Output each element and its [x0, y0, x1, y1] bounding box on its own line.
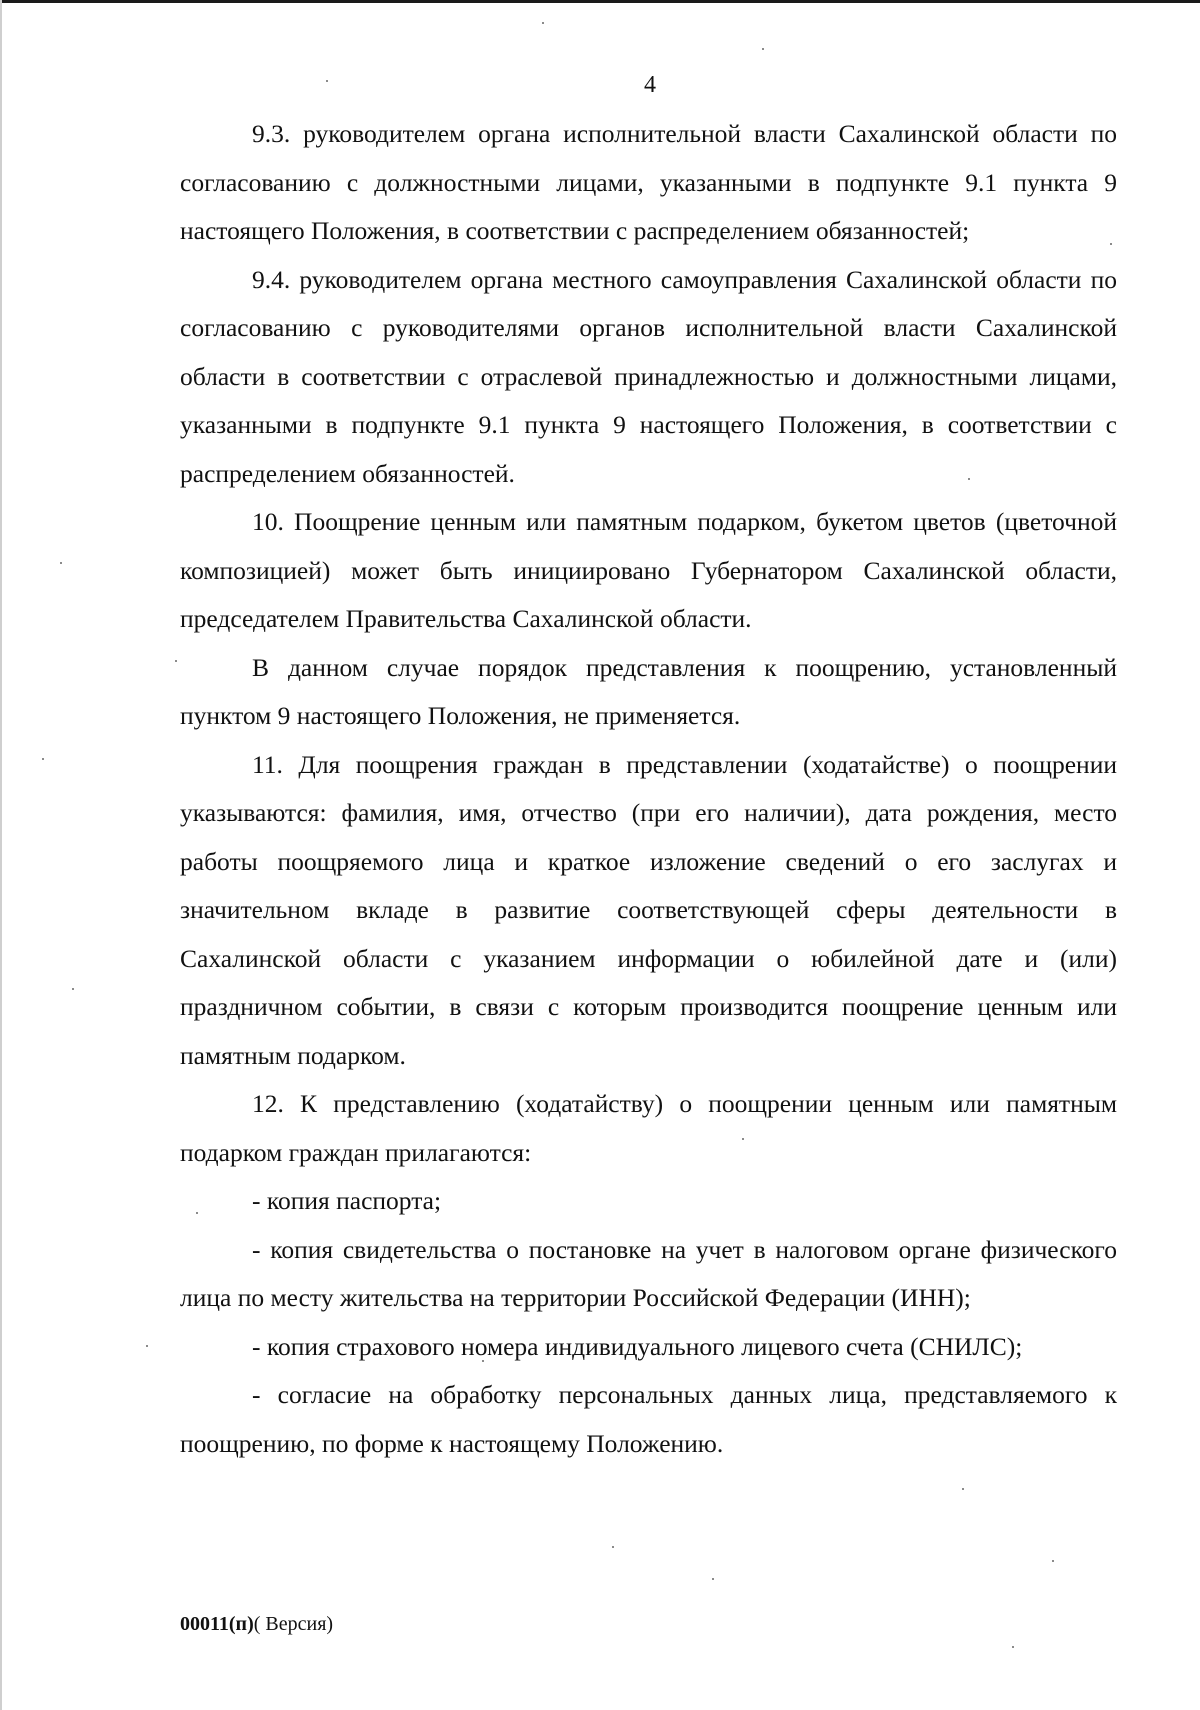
- list-item-inn: - копия свидетельства о постановке на учет в налоговом органе физического лица по месту жительства на территории Российской Федерации (ИНН);: [180, 1234, 1117, 1312]
- list-item-passport: - копия паспорта;: [252, 1186, 442, 1215]
- paragraph-10-note: В данном случае порядок представления к поощрению, установленный пунктом 9 настоящего Положения, не применяется.: [180, 652, 1117, 730]
- scan-speck: [42, 758, 44, 760]
- scan-speck: [612, 1546, 614, 1548]
- page-left-edge: [0, 0, 2, 1710]
- paragraph-12: 12. К представлению (ходатайству) о поощрении ценным или памятным подарком граждан прилагаются:: [180, 1089, 1117, 1167]
- scan-speck: [742, 1138, 744, 1140]
- list-item-snils: - копия страхового номера индивидуального лицевого счета (СНИЛС);: [252, 1331, 1023, 1361]
- scan-speck: [1052, 1560, 1054, 1562]
- scan-speck: [60, 562, 62, 564]
- paragraph-9-4: 9.4. руководителем органа местного самоуправления Сахалинской области по согласованию с руководителями органов исполнительной власти Сахалинской области в соответствии с отраслевой принадлежностью и должностными лицами, указанными в подпункте 9.1 пункта 9 настоящего Положения, в соответствии с распределением обязанностей.: [180, 264, 1117, 488]
- scan-speck: [968, 478, 970, 480]
- document-code: 00011(п): [180, 1613, 254, 1635]
- scan-speck: [175, 660, 177, 662]
- scan-speck: [196, 1212, 198, 1214]
- paragraph-11: 11. Для поощрения граждан в представлении (ходатайстве) о поощрении указываются: фамилия, имя, отчество (при его наличии), дата рождения, место работы поощряемого лица и краткое изложение сведений о его заслугах и значительном вкладе в развитие соответствующей сферы деятельности в Сахалинской области с указанием информации о юбилейной дате и (или) праздничном событии, в связи с которым производится поощрение ценным или памятным подарком.: [180, 749, 1117, 1070]
- scan-speck: [72, 988, 74, 990]
- page-number: 4: [644, 72, 656, 98]
- scan-speck: [962, 1488, 964, 1490]
- document-body: [180, 110, 1117, 1468]
- page-top-edge: [0, 0, 1200, 3]
- scan-speck: [1012, 1646, 1014, 1648]
- paragraph-9-3: 9.3. руководителем органа исполнительной власти Сахалинской области по согласованию с должностными лицами, указанными в подпункте 9.1 пункта 9 настоящего Положения, в соответствии с распределением обязанностей;: [180, 119, 1117, 245]
- scan-speck: [146, 1345, 148, 1347]
- scan-speck: [1110, 243, 1112, 245]
- scan-speck: [712, 1578, 714, 1580]
- document-version: ( Версия): [253, 1613, 334, 1635]
- scan-speck: [542, 22, 544, 24]
- scan-speck: [326, 80, 328, 82]
- scan-speck: [762, 48, 764, 50]
- list-item-consent: - согласие на обработку персональных данных лица, представляемого к поощрению, по форме к настоящему Положению.: [180, 1380, 1117, 1458]
- document-footer: [180, 1612, 333, 1636]
- scan-speck: [482, 1360, 484, 1362]
- paragraph-10: 10. Поощрение ценным или памятным подарком, букетом цветов (цветочной композицией) может быть инициировано Губернатором Сахалинской области, председателем Правительства Сахалинской области.: [180, 507, 1117, 633]
